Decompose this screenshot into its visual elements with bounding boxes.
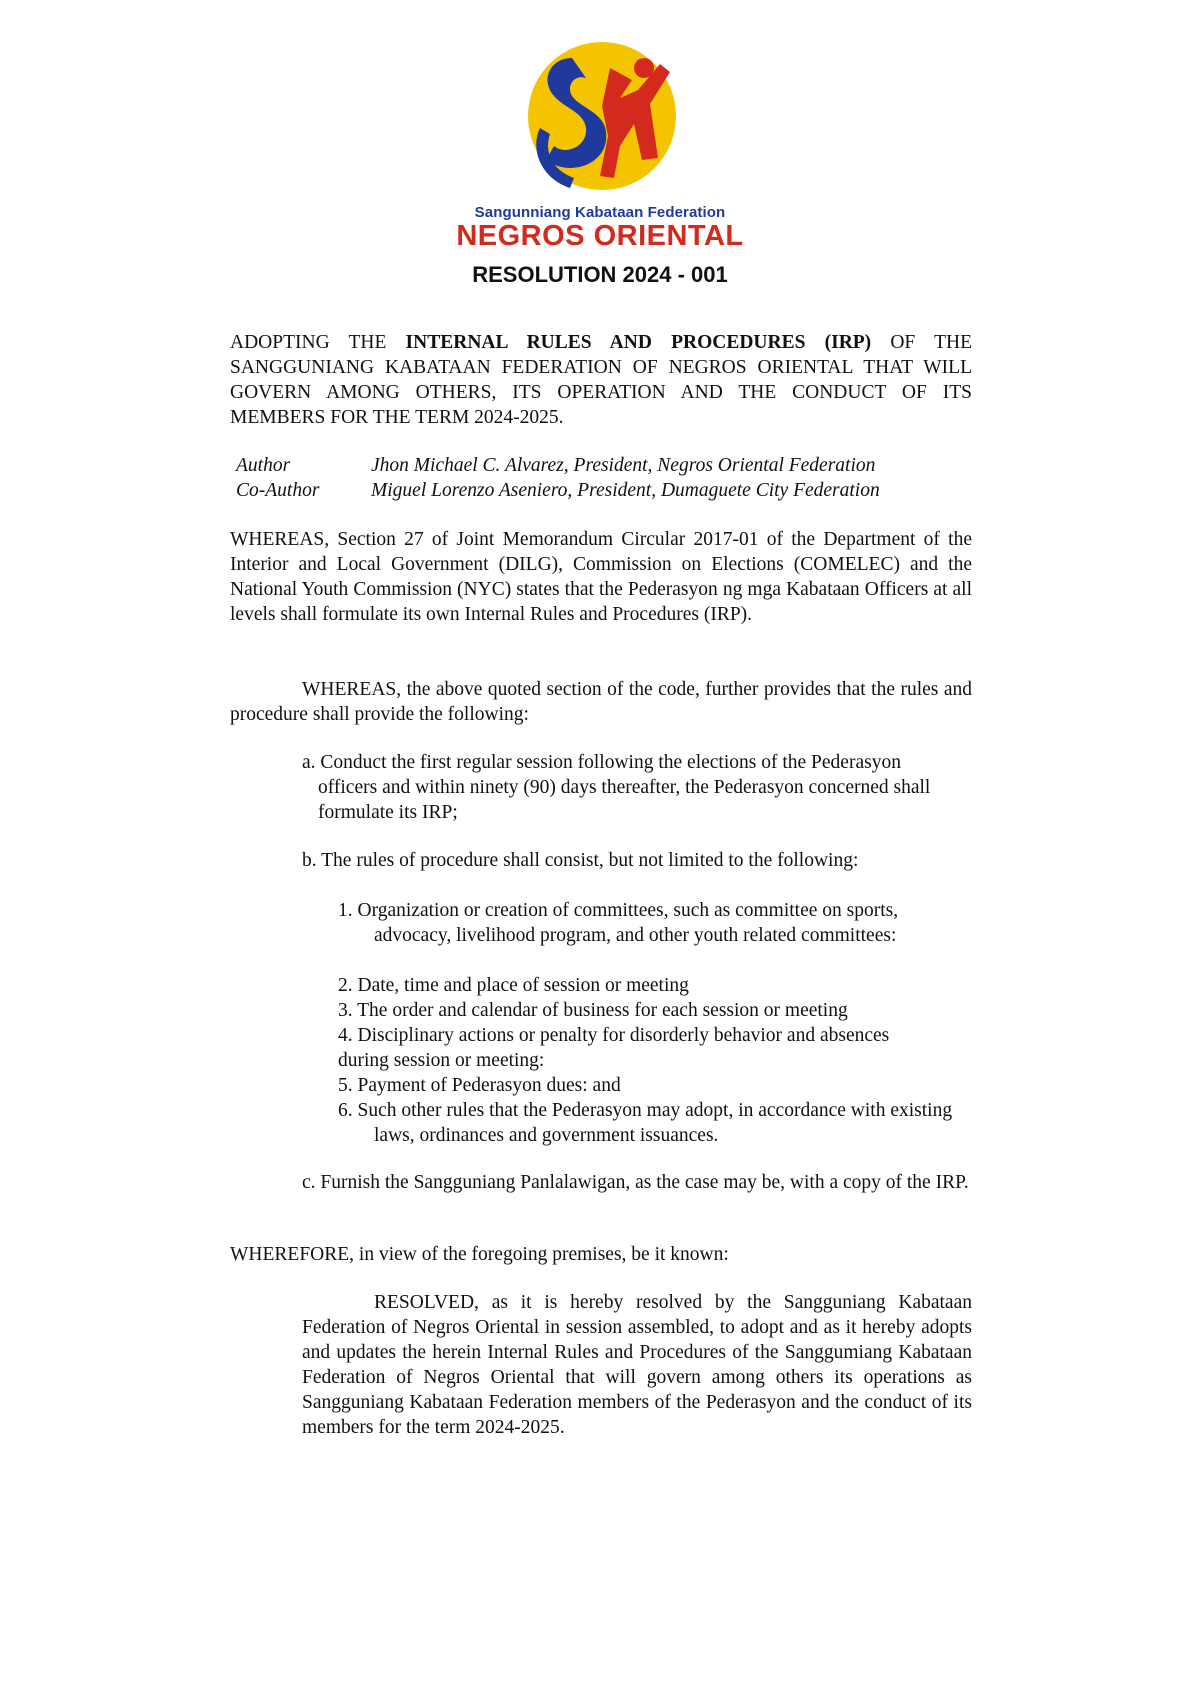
- federation-logo: [440, 28, 760, 252]
- list-item-b: b. The rules of procedure shall consist, but not limited to the following:: [302, 850, 859, 871]
- org-region: NEGROS ORIENTAL: [456, 220, 744, 252]
- sub-item-6: 6. Such other rules that the Pederasyon may adopt, in accordance with existing laws, ordinances and government issuances.: [338, 1100, 953, 1146]
- lead-part-2: OF THE SANGGUNIANG KABATAAN FEDERATION OF NEGROS ORIENTAL THAT WILL GOVERN AMONG OTHERS, ITS OPERATION AND THE CONDUCT OF ITS MEMBERS FOR THE TERM 2024-2025.: [230, 332, 972, 428]
- org-name: Sangunniang Kabataan Federation: [474, 204, 726, 221]
- wherefore-paragraph: WHEREFORE, in view of the foregoing premises, be it known:: [230, 1244, 729, 1265]
- list-item-c: c. Furnish the Sangguniang Panlalawigan, as the case may be, with a copy of the IRP.: [302, 1172, 969, 1193]
- sub-item-5: 5. Payment of Pederasyon dues: and: [338, 1075, 621, 1096]
- authors-block: [236, 453, 976, 503]
- sub-item-1: 1. Organization or creation of committees, such as committee on sports, advocacy, livelihood program, and other youth related committees:: [338, 900, 899, 946]
- author-name: Jhon Michael C. Alvarez, President, Negros Oriental Federation: [371, 455, 876, 476]
- list-item-a: a. Conduct the first regular session following the elections of the Pederasyon officers and within ninety (90) days thereafter, the Pederasyon concerned shall formulate its IRP;: [302, 752, 931, 823]
- sub-item-4: 4. Disciplinary actions or penalty for disorderly behavior and absences during session or meeting:: [338, 1025, 890, 1071]
- sub-item-3: 3. The order and calendar of business for each session or meeting: [338, 1000, 848, 1021]
- author-row: [236, 453, 976, 478]
- lead-bold: INTERNAL RULES AND PROCEDURES (IRP): [405, 332, 872, 353]
- resolution-title: RESOLUTION 2024 - 001: [472, 262, 728, 287]
- resolution-lead: [230, 330, 972, 430]
- lead-part-1: ADOPTING THE: [230, 332, 406, 353]
- author-role: Author: [236, 455, 291, 476]
- whereas-paragraph-1: WHEREAS, Section 27 of Joint Memorandum Circular 2017-01 of the Department of the Interior and Local Government (DILG), Commission on Elections (COMELEC) and the National Youth Commission (NYC) states that the Pederasyon ng mga Kabataan Officers at all levels shall formulate its own Internal Rules and Procedures (IRP).: [230, 529, 972, 625]
- sk-logo-icon: [510, 28, 690, 196]
- whereas-paragraph-2: WHEREAS, the above quoted section of the code, further provides that the rules and procedure shall provide the following:: [230, 679, 972, 725]
- coauthor-role: Co-Author: [236, 480, 320, 501]
- coauthor-name: Miguel Lorenzo Aseniero, President, Dumaguete City Federation: [371, 480, 880, 501]
- coauthor-row: [236, 478, 976, 503]
- resolved-paragraph: RESOLVED, as it is hereby resolved by the Sangguniang Kabataan Federation of Negros Oriental in session assembled, to adopt and as it hereby adopts and updates the herein Internal Rules and Procedures of the Sanggumiang Kabataan Federation of Negros Oriental that will govern among others its operations as Sangguniang Kabataan Federation members of the Pederasyon and the conduct of its members for the term 2024-2025.: [302, 1292, 972, 1438]
- sub-item-2: 2. Date, time and place of session or meeting: [338, 975, 689, 996]
